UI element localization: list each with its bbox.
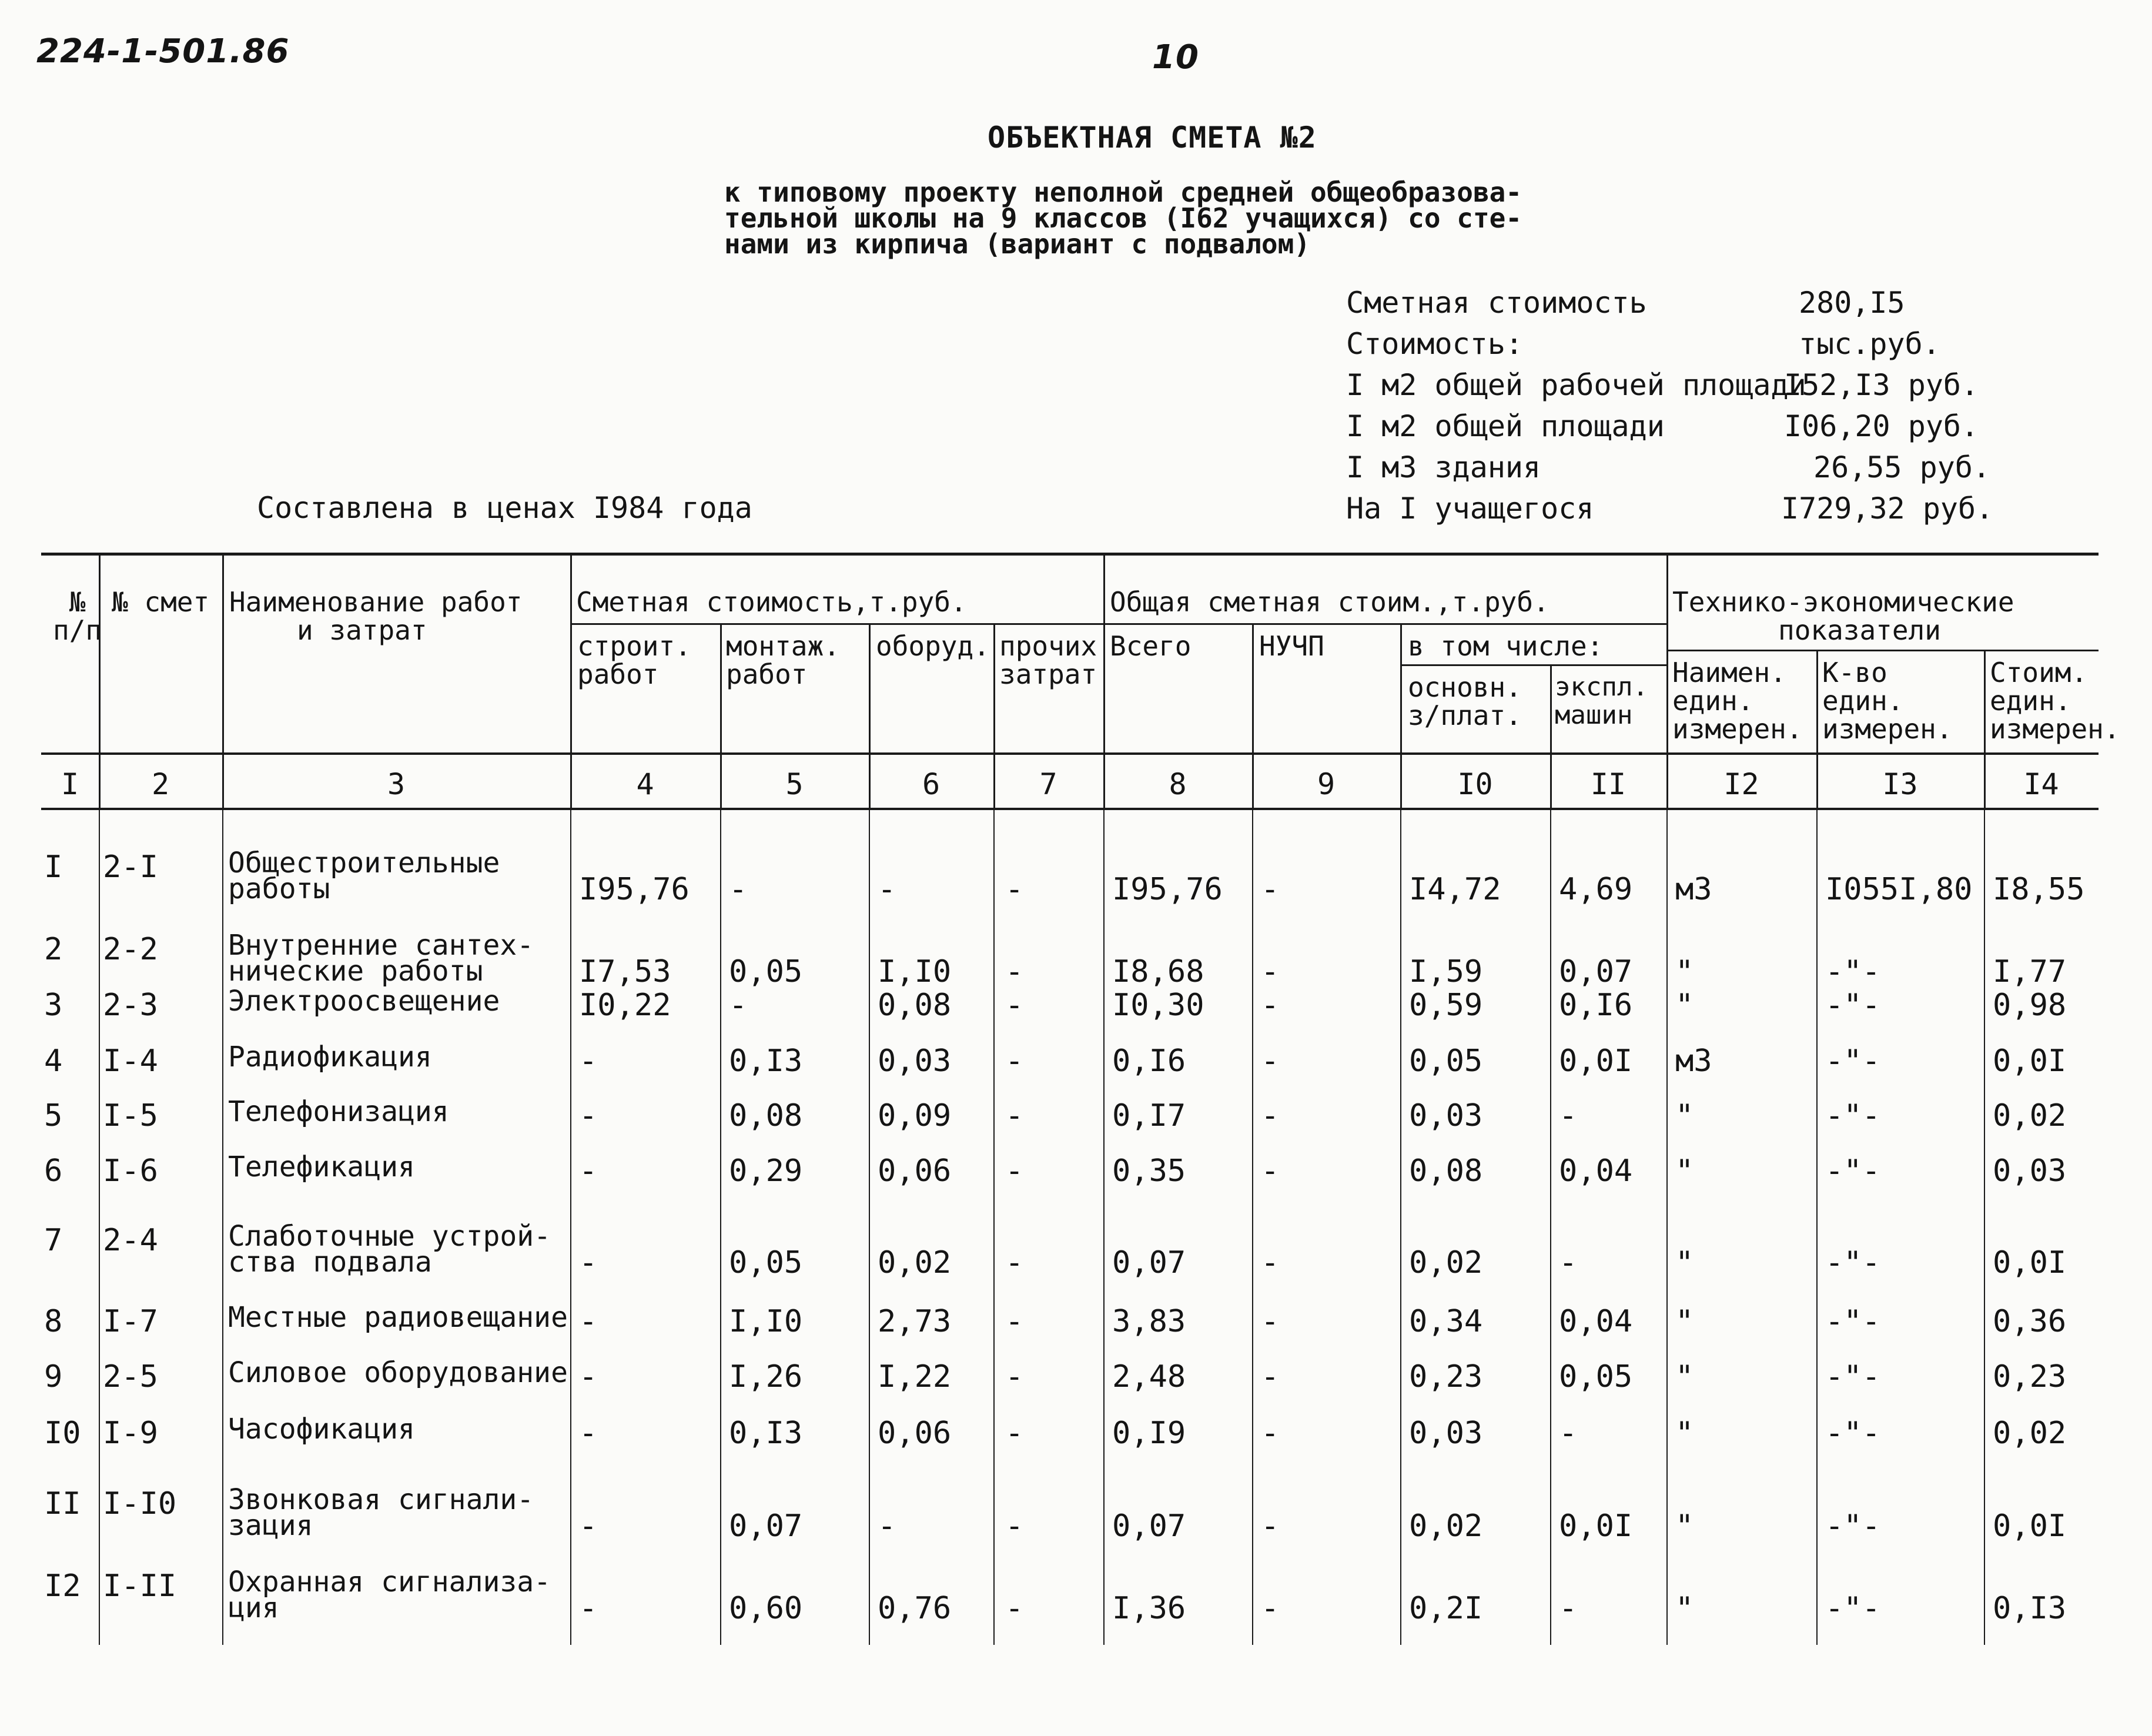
cell-c12: " xyxy=(1675,988,1694,1023)
estimate-number: 2-5 xyxy=(103,1359,158,1394)
work-name: Местные радиовещание xyxy=(228,1301,568,1334)
cell-c4: - xyxy=(579,1043,598,1079)
cell-c8: I8,68 xyxy=(1112,954,1204,989)
work-name: Телефикация xyxy=(228,1150,415,1183)
header-unit-qty-line: измерен. xyxy=(1822,713,1953,745)
cell-c5: - xyxy=(729,872,748,907)
cell-c6: - xyxy=(878,872,896,907)
cell-c4: - xyxy=(579,1508,598,1544)
header-estimate-number: № смет xyxy=(112,586,210,618)
cell-c14: 0,0I xyxy=(1993,1245,2067,1280)
cost-row-label: I м2 общей рабочей площади xyxy=(1346,368,1806,402)
column-number: 2 xyxy=(151,767,170,801)
cell-c7: - xyxy=(1005,954,1024,989)
cell-c12: " xyxy=(1675,1359,1694,1394)
cell-c9: - xyxy=(1261,1098,1280,1133)
cell-c6: 0,02 xyxy=(878,1245,952,1280)
header-construction-line: работ xyxy=(577,658,659,690)
cell-c10: 0,03 xyxy=(1409,1416,1483,1451)
cell-c5: 0,05 xyxy=(729,1245,803,1280)
cell-c10: 0,59 xyxy=(1409,988,1483,1023)
column-rule xyxy=(99,810,100,1645)
column-number: 4 xyxy=(636,767,654,801)
header-machines xyxy=(1555,673,1648,730)
column-rule xyxy=(1103,810,1105,1645)
estimate-number: I-I0 xyxy=(103,1486,177,1521)
cell-c6: 0,76 xyxy=(878,1591,952,1626)
header-total: Всего xyxy=(1110,630,1192,662)
work-name: Телефонизация xyxy=(228,1095,449,1128)
row-number: II xyxy=(44,1486,81,1521)
estimate-number: I-9 xyxy=(103,1416,158,1451)
work-name: ства подвала xyxy=(228,1246,432,1279)
column-rule xyxy=(1400,810,1401,1645)
cost-row-label: I м3 здания xyxy=(1346,450,1541,484)
cost-label: Стоимость: xyxy=(1346,327,1524,361)
estimate-number: I-7 xyxy=(103,1304,158,1339)
cell-c4: - xyxy=(579,1098,598,1133)
estimate-number: 2-3 xyxy=(103,988,158,1023)
cost-row-value: I06,20 руб. xyxy=(1784,409,1979,443)
cell-c14: I8,55 xyxy=(1993,872,2085,907)
cell-c6: - xyxy=(878,1508,896,1544)
column-rule xyxy=(222,810,223,1645)
cell-c11: - xyxy=(1559,1098,1578,1133)
cell-c7: - xyxy=(1005,1098,1024,1133)
estimate-number: I-II xyxy=(103,1568,177,1604)
column-number: 3 xyxy=(387,767,406,801)
cell-c7: - xyxy=(1005,1245,1024,1280)
cell-c11: 0,05 xyxy=(1559,1359,1633,1394)
column-rule xyxy=(993,810,995,1645)
column-rule xyxy=(1550,810,1551,1645)
subtitle-line-2: тельной школы на 9 классов (I62 учащихся) со сте- xyxy=(724,202,1522,234)
cell-c11: 0,I6 xyxy=(1559,988,1633,1023)
header-including: в том числе: xyxy=(1408,630,1604,662)
cell-c12: " xyxy=(1675,1591,1694,1626)
table-top-rule xyxy=(41,553,2099,556)
header-estimated-cost-group: Сметная стоимость,т.руб. xyxy=(576,586,967,618)
cell-c9: - xyxy=(1261,1043,1280,1079)
cell-c12: " xyxy=(1675,1508,1694,1544)
subtitle-line-3: нами из кирпича (вариант с подвалом) xyxy=(724,228,1310,260)
cell-c5: 0,07 xyxy=(729,1508,803,1544)
work-name: Звонковая сигнали- xyxy=(228,1483,534,1516)
cell-c9: - xyxy=(1261,1416,1280,1451)
column-number: I xyxy=(61,767,79,801)
header-base-salary xyxy=(1408,673,1522,730)
cell-c10: 0,34 xyxy=(1409,1304,1483,1339)
header-unit-name xyxy=(1672,658,1803,743)
cell-c6: 0,08 xyxy=(878,988,952,1023)
header-machines-line: экспл. xyxy=(1555,672,1648,702)
header-group-rule xyxy=(570,623,1666,625)
column-number: 9 xyxy=(1317,767,1336,801)
cost-row-label: I м2 общей площади xyxy=(1346,409,1665,443)
cell-c4: - xyxy=(579,1304,598,1339)
header-row-number-line: п/п xyxy=(53,614,102,646)
work-name: Часофикация xyxy=(228,1413,415,1446)
cell-c13: -"- xyxy=(1825,1098,1880,1133)
work-name: зация xyxy=(228,1509,313,1542)
cell-c10: I4,72 xyxy=(1409,872,1501,907)
cell-c11: - xyxy=(1559,1591,1578,1626)
cell-c8: 0,07 xyxy=(1112,1245,1186,1280)
document-title: ОБЪЕКТНАЯ СМЕТА №2 xyxy=(988,121,1317,155)
header-unit-qty-line: К-во xyxy=(1822,657,1887,688)
header-nuchp: НУЧП xyxy=(1259,630,1324,662)
cell-c5: I,26 xyxy=(729,1359,803,1394)
cell-c4: - xyxy=(579,1245,598,1280)
cell-c7: - xyxy=(1005,1304,1024,1339)
cell-c11: - xyxy=(1559,1245,1578,1280)
cell-c14: 0,98 xyxy=(1993,988,2067,1023)
cell-c13: I055I,80 xyxy=(1825,872,1973,907)
cell-c13: -"- xyxy=(1825,1416,1880,1451)
header-base-salary-line: з/плат. xyxy=(1408,700,1522,731)
cell-c4: - xyxy=(579,1416,598,1451)
row-number: 8 xyxy=(44,1304,63,1339)
column-rule xyxy=(720,810,721,1645)
cell-c8: 0,I6 xyxy=(1112,1043,1186,1079)
header-construction-line: строит. xyxy=(577,630,691,662)
header-unit-cost xyxy=(1990,658,2120,743)
header-unit-cost-line: един. xyxy=(1990,685,2071,717)
cell-c5: 0,60 xyxy=(729,1591,803,1626)
column-number: 8 xyxy=(1169,767,1187,801)
column-number: I4 xyxy=(2023,767,2059,801)
work-name: Охранная сигнализа- xyxy=(228,1566,551,1598)
cell-c7: - xyxy=(1005,1359,1024,1394)
cell-c9: - xyxy=(1261,1304,1280,1339)
cell-c11: 0,04 xyxy=(1559,1304,1633,1339)
cell-c4: I95,76 xyxy=(579,872,690,907)
row-number: I0 xyxy=(44,1416,81,1451)
row-number: 3 xyxy=(44,988,63,1023)
header-other-line: прочих xyxy=(999,630,1097,662)
header-machines-line: машин xyxy=(1555,700,1633,730)
estimated-cost-value: 280,I5 тыс.руб. xyxy=(1799,286,1940,361)
column-rule xyxy=(1666,810,1668,1645)
header-total-cost-group: Общая сметная стоим.,т.руб. xyxy=(1110,586,1549,618)
header-bottom-rule xyxy=(41,752,2099,755)
cell-c7: - xyxy=(1005,1508,1024,1544)
cell-c7: - xyxy=(1005,1416,1024,1451)
column-number: I3 xyxy=(1882,767,1918,801)
subtitle-line-1: к типовому проекту неполной средней общеобразова- xyxy=(724,176,1522,208)
cell-c9: - xyxy=(1261,1359,1280,1394)
document-code: 224-1-501.86 xyxy=(36,32,290,71)
cell-c10: 0,03 xyxy=(1409,1098,1483,1133)
cell-c9: - xyxy=(1261,1508,1280,1544)
cell-c4: - xyxy=(579,1359,598,1394)
cost-row-label: На I учащегося xyxy=(1346,491,1594,526)
estimate-number: I-4 xyxy=(103,1043,158,1079)
cell-c8: I95,76 xyxy=(1112,872,1223,907)
cell-c8: 0,I7 xyxy=(1112,1098,1186,1133)
header-tech-econ-line: показатели xyxy=(1778,614,1941,646)
cell-c14: 0,0I xyxy=(1993,1043,2067,1079)
work-name: Силовое оборудование xyxy=(228,1356,568,1389)
cell-c13: -"- xyxy=(1825,1591,1880,1626)
colnum-bottom-rule xyxy=(41,808,2099,810)
cell-c12: " xyxy=(1675,1304,1694,1339)
cell-c12: " xyxy=(1675,1153,1694,1189)
cell-c11: 4,69 xyxy=(1559,872,1633,907)
row-number: I xyxy=(44,849,63,885)
cell-c13: -"- xyxy=(1825,988,1880,1023)
cell-c10: 0,02 xyxy=(1409,1245,1483,1280)
cell-c8: 0,07 xyxy=(1112,1508,1186,1544)
row-number: 2 xyxy=(44,932,63,967)
work-name: Общестроительные xyxy=(228,847,500,879)
estimate-number: 2-2 xyxy=(103,932,158,967)
estimate-number: I-6 xyxy=(103,1153,158,1189)
cell-c10: 0,23 xyxy=(1409,1359,1483,1394)
header-tech-econ-group xyxy=(1672,588,2014,644)
work-name: работы xyxy=(228,872,330,905)
cell-c9: - xyxy=(1261,1245,1280,1280)
cell-c7: - xyxy=(1005,872,1024,907)
cell-c4: - xyxy=(579,1591,598,1626)
cell-c14: 0,03 xyxy=(1993,1153,2067,1189)
cost-row-value: 26,55 руб. xyxy=(1813,450,1991,484)
cell-c5: 0,29 xyxy=(729,1153,803,1189)
cell-c7: - xyxy=(1005,988,1024,1023)
header-unit-qty-line: един. xyxy=(1822,685,1904,717)
work-name: Электроосвещение xyxy=(228,985,500,1018)
price-basis-note: Составлена в ценах I984 года xyxy=(257,491,752,525)
cell-c11: 0,04 xyxy=(1559,1153,1633,1189)
cell-c13: -"- xyxy=(1825,1359,1880,1394)
header-row-number-line: № xyxy=(69,586,86,618)
header-unit-name-line: един. xyxy=(1672,685,1754,717)
cell-c11: - xyxy=(1559,1416,1578,1451)
cell-c12: м3 xyxy=(1675,872,1712,907)
header-row-number xyxy=(53,588,102,644)
header-installation xyxy=(726,632,840,688)
header-tech-econ-line: Технико-экономические xyxy=(1672,586,2014,618)
cell-c14: 0,02 xyxy=(1993,1416,2067,1451)
header-unit-cost-line: Стоим. xyxy=(1990,657,2088,688)
cell-c12: " xyxy=(1675,1245,1694,1280)
header-equipment: оборуд. xyxy=(876,630,990,662)
cell-c14: 0,23 xyxy=(1993,1359,2067,1394)
cell-c4: I7,53 xyxy=(579,954,671,989)
cell-c11: 0,0I xyxy=(1559,1508,1633,1544)
cell-c13: -"- xyxy=(1825,1245,1880,1280)
header-work-name xyxy=(229,588,523,644)
column-number: 7 xyxy=(1039,767,1057,801)
row-number: 9 xyxy=(44,1359,63,1394)
header-installation-line: монтаж. xyxy=(726,630,840,662)
column-rule xyxy=(869,810,870,1645)
cell-c8: 3,83 xyxy=(1112,1304,1186,1339)
cell-c10: 0,02 xyxy=(1409,1508,1483,1544)
cell-c13: -"- xyxy=(1825,1043,1880,1079)
work-name: нические работы xyxy=(228,955,483,988)
cell-c8: 0,35 xyxy=(1112,1153,1186,1189)
cell-c11: 0,0I xyxy=(1559,1043,1633,1079)
column-number: I0 xyxy=(1457,767,1493,801)
cell-c14: I,77 xyxy=(1993,954,2067,989)
column-rule xyxy=(570,810,571,1645)
cost-row-value: I52,I3 руб. xyxy=(1784,368,1979,402)
cell-c8: I,36 xyxy=(1112,1591,1186,1626)
cell-c14: 0,0I xyxy=(1993,1508,2067,1544)
column-rule xyxy=(1984,810,1985,1645)
cell-c7: - xyxy=(1005,1153,1024,1189)
header-other xyxy=(999,632,1097,688)
column-number: 5 xyxy=(785,767,804,801)
row-number: 7 xyxy=(44,1223,63,1258)
cell-c6: I,I0 xyxy=(878,954,952,989)
cell-c11: 0,07 xyxy=(1559,954,1633,989)
cell-c8: I0,30 xyxy=(1112,988,1204,1023)
cell-c5: 0,05 xyxy=(729,954,803,989)
cell-c6: 0,03 xyxy=(878,1043,952,1079)
cell-c13: -"- xyxy=(1825,1304,1880,1339)
row-number: 4 xyxy=(44,1043,63,1079)
cell-c10: 0,05 xyxy=(1409,1043,1483,1079)
cell-c10: I,59 xyxy=(1409,954,1483,989)
cell-c14: 0,I3 xyxy=(1993,1591,2067,1626)
cell-c6: 0,06 xyxy=(878,1416,952,1451)
cell-c9: - xyxy=(1261,1591,1280,1626)
row-number: 6 xyxy=(44,1153,63,1189)
cell-c7: - xyxy=(1005,1591,1024,1626)
header-installation-line: работ xyxy=(726,658,808,690)
header-work-name-line: и затрат xyxy=(297,614,427,646)
estimate-number: 2-4 xyxy=(103,1223,158,1258)
cell-c13: -"- xyxy=(1825,954,1880,989)
row-number: 5 xyxy=(44,1098,63,1133)
column-number: II xyxy=(1590,767,1626,801)
cell-c12: м3 xyxy=(1675,1043,1712,1079)
cost-row-value: I729,32 руб. xyxy=(1781,491,1994,526)
cell-c10: 0,2I xyxy=(1409,1591,1483,1626)
work-name: Внутренние сантех- xyxy=(228,929,534,962)
header-construction xyxy=(577,632,691,688)
estimate-number: 2-I xyxy=(103,849,158,885)
header-unit-name-line: измерен. xyxy=(1672,713,1803,745)
cell-c5: 0,08 xyxy=(729,1098,803,1133)
cell-c5: 0,I3 xyxy=(729,1043,803,1079)
header-unit-name-line: Наимен. xyxy=(1672,657,1786,688)
header-work-name-line: Наименование работ xyxy=(229,586,523,618)
cell-c9: - xyxy=(1261,988,1280,1023)
cell-c14: 0,36 xyxy=(1993,1304,2067,1339)
cell-c14: 0,02 xyxy=(1993,1098,2067,1133)
cell-c9: - xyxy=(1261,1153,1280,1189)
header-other-line: затрат xyxy=(999,658,1097,690)
column-number: 6 xyxy=(922,767,941,801)
column-number: I2 xyxy=(1723,767,1759,801)
cell-c5: I,I0 xyxy=(729,1304,803,1339)
estimate-number: I-5 xyxy=(103,1098,158,1133)
cell-c5: - xyxy=(729,988,748,1023)
estimated-cost-label: Сметная стоимость xyxy=(1346,286,1647,320)
cell-c4: - xyxy=(579,1153,598,1189)
header-unit-cost-line: измерен. xyxy=(1990,713,2120,745)
header-subgroup-rule xyxy=(1400,664,1666,666)
page-number: 10 xyxy=(1152,38,1199,76)
cell-c10: 0,08 xyxy=(1409,1153,1483,1189)
work-name: Слаботочные устрой- xyxy=(228,1220,551,1253)
cell-c6: 0,09 xyxy=(878,1098,952,1133)
row-number: I2 xyxy=(44,1568,81,1604)
cell-c6: I,22 xyxy=(878,1359,952,1394)
cell-c5: 0,I3 xyxy=(729,1416,803,1451)
cell-c7: - xyxy=(1005,1043,1024,1079)
cell-c6: 0,06 xyxy=(878,1153,952,1189)
header-unit-qty xyxy=(1822,658,1953,743)
cell-c8: 2,48 xyxy=(1112,1359,1186,1394)
work-name: Радиофикация xyxy=(228,1041,432,1073)
header-base-salary-line: основн. xyxy=(1408,671,1522,703)
cell-c8: 0,I9 xyxy=(1112,1416,1186,1451)
cell-c13: -"- xyxy=(1825,1153,1880,1189)
cell-c9: - xyxy=(1261,872,1280,907)
cell-c12: " xyxy=(1675,954,1694,989)
cell-c12: " xyxy=(1675,1098,1694,1133)
column-rule xyxy=(1816,810,1818,1645)
cell-c13: -"- xyxy=(1825,1508,1880,1544)
cell-c4: I0,22 xyxy=(579,988,671,1023)
cell-c6: 2,73 xyxy=(878,1304,952,1339)
header-tech-rule xyxy=(1666,650,2099,651)
column-rule xyxy=(1252,810,1253,1645)
cell-c9: - xyxy=(1261,954,1280,989)
cell-c12: " xyxy=(1675,1416,1694,1451)
work-name: ция xyxy=(228,1591,279,1624)
